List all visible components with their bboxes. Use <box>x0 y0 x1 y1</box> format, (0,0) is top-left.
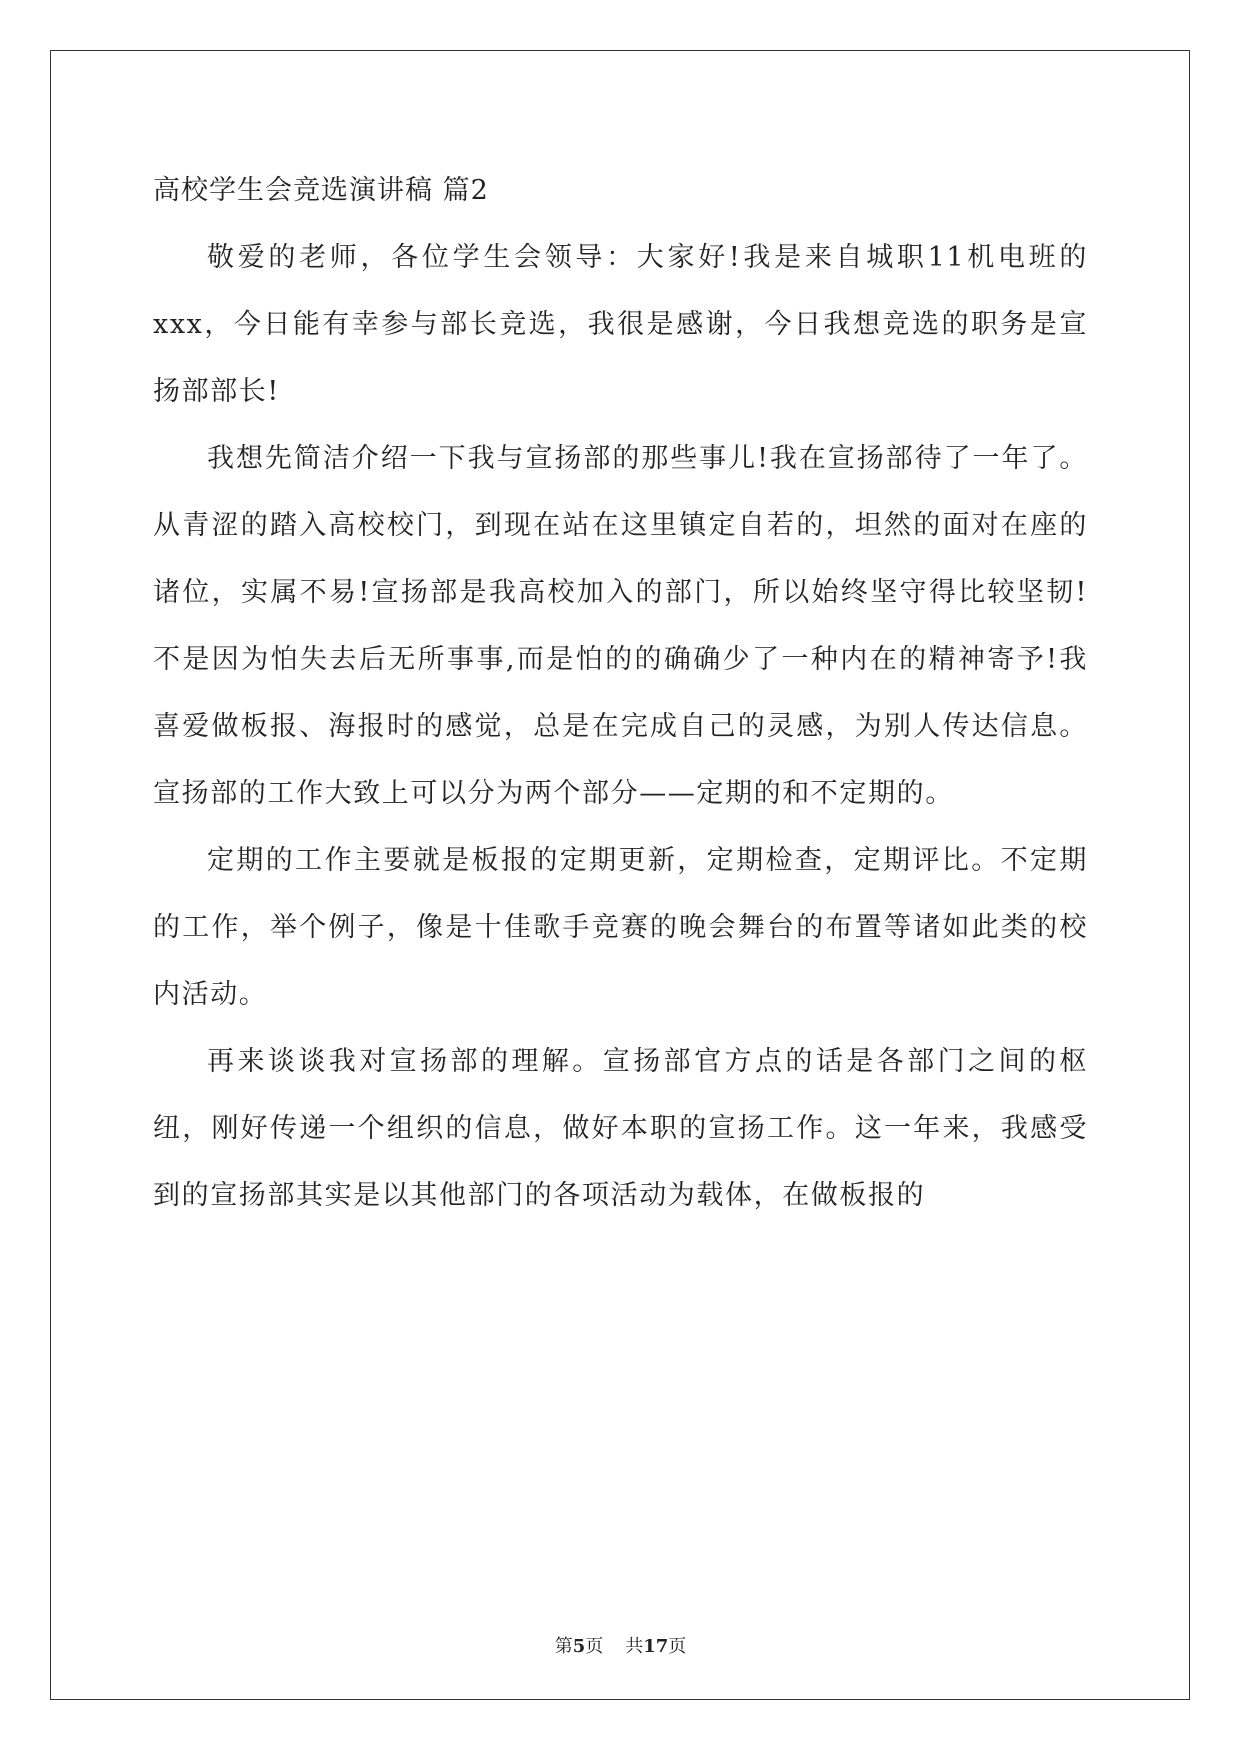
total-suffix: 页 <box>668 1636 687 1657</box>
total-prefix: 共 <box>625 1636 644 1657</box>
page-prefix: 第 <box>554 1636 573 1657</box>
page-footer <box>0 1632 1241 1658</box>
paragraph-2: 我想先简洁介绍一下我与宣扬部的那些事儿!我在宣扬部待了一年了。从青涩的踏入高校校门，到现在站在这里镇定自若的，坦然的面对在座的诸位，实属不易!宣扬部是我高校加入的部门，所以始终坚守得比较坚韧!不是因为怕失去后无所事事,而是怕的的确确少了一种内在的精神寄予!我喜爱做板报、海报时的感觉，总是在完成自己的灵感，为别人传达信息。宣扬部的工作大致上可以分为两个部分——定期的和不定期的。 <box>153 443 1088 809</box>
paragraph-3: 定期的工作主要就是板报的定期更新，定期检查，定期评比。不定期的工作，举个例子，像是十佳歌手竞赛的晚会舞台的布置等诸如此类的校内活动。 <box>153 845 1088 1010</box>
document-title: 高校学生会竞选演讲稿 篇2 <box>153 175 489 206</box>
total-pages: 17 <box>643 1636 669 1657</box>
paragraph-1: 敬爱的老师，各位学生会领导：大家好!我是来自城职11机电班的xxx，今日能有幸参与部长竞选，我很是感谢，今日我想竞选的职务是宣扬部部长! <box>153 242 1088 407</box>
document-body <box>153 158 1088 1229</box>
page-number: 5 <box>572 1636 586 1657</box>
paragraph-4: 再来谈谈我对宣扬部的理解。宣扬部官方点的话是各部门之间的枢纽，刚好传递一个组织的信息，做好本职的宣扬工作。这一年来，我感受到的宣扬部其实是以其他部门的各项活动为载体，在做板报的 <box>153 1046 1088 1211</box>
page-suffix: 页 <box>585 1636 604 1657</box>
